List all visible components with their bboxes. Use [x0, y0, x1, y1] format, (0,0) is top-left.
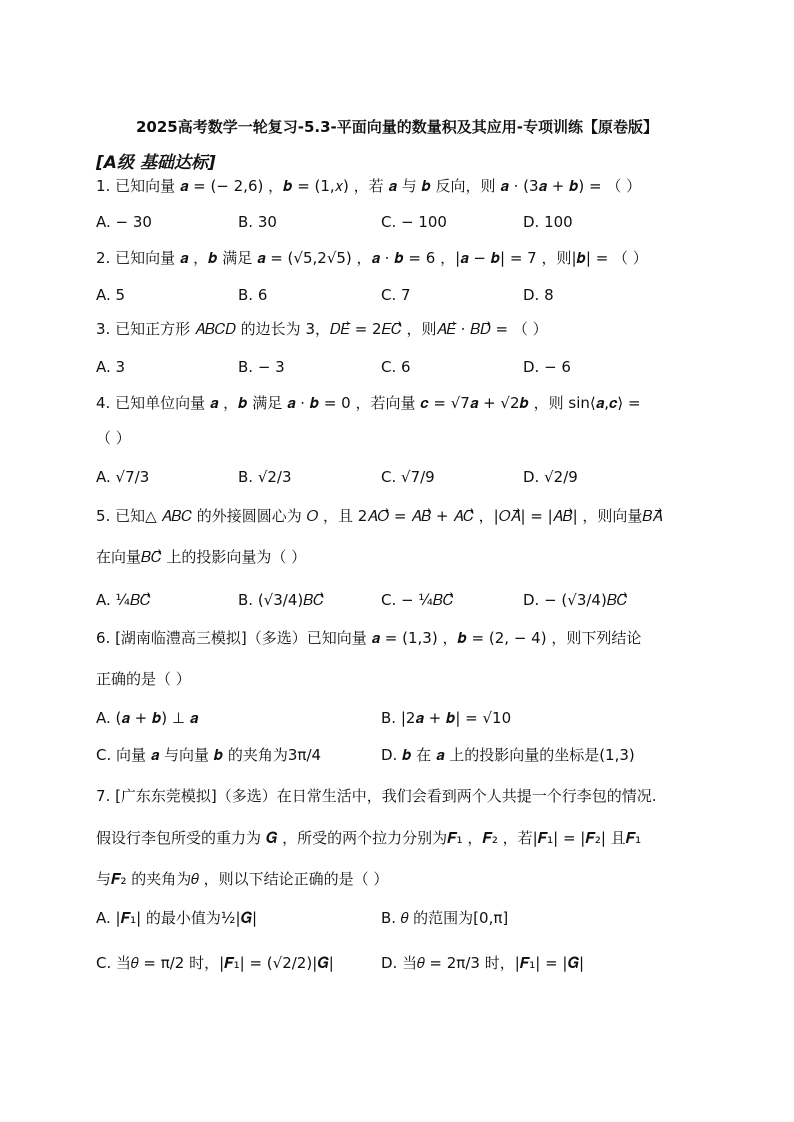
q4-option-a: A. √7/3: [96, 468, 150, 486]
question-5-stem: 5. 已知△ 𝐴𝐵𝐶 的外接圆圆心为 𝑂 ，且 2𝐴𝑂⃗ = 𝐴𝐵⃗ + 𝐴𝐶⃗ ，|𝑂𝐴⃗| = |𝐴𝐵⃗| ，则向量𝐵𝐴⃗: [96, 507, 663, 525]
document-title: 2025高考数学一轮复习-5.3-平面向量的数量积及其应用-专项训练【原卷版】: [135, 118, 658, 136]
q7-option-d: D. 当𝜃 = 2π/3 时，|𝑭₁| = |𝑮|: [381, 954, 585, 972]
question-3-stem: 3. 已知正方形 𝐴𝐵𝐶𝐷 的边长为 3，𝐷𝐸⃗ = 2𝐸𝐶⃗ ，则𝐴𝐸⃗ ⋅ 𝐵𝐷⃗ = （ ）: [96, 320, 548, 338]
section-heading: [A级 基础达标]: [96, 153, 216, 173]
q7-option-b: B. 𝜃 的范围为[0,π]: [381, 909, 509, 927]
q2-option-d: D. 8: [523, 286, 554, 304]
q1-option-a: A. − 30: [96, 213, 152, 231]
q4-option-b: B. √2/3: [238, 468, 292, 486]
q5-option-c: C. − ¼𝐵𝐶⃗: [381, 591, 454, 609]
q4-option-c: C. √7/9: [381, 468, 435, 486]
q3-option-d: D. − 6: [523, 358, 571, 376]
question-4-stem-cont: （ ）: [96, 429, 131, 447]
q5-option-a: A. ¼𝐵𝐶⃗: [96, 591, 151, 609]
q3-option-b: B. − 3: [238, 358, 285, 376]
question-4-stem: 4. 已知单位向量 𝒂 ，𝒃 满足 𝒂 ⋅ 𝒃 = 0 ，若向量 𝒄 = √7𝒂 + √2𝒃 ，则 sin⟨𝒂,𝒄⟩ =: [96, 394, 641, 412]
q5-option-b: B. (√3/4)𝐵𝐶⃗: [238, 591, 324, 609]
q3-option-a: A. 3: [96, 358, 126, 376]
q7-option-a: A. |𝑭₁| 的最小值为½|𝑮|: [96, 909, 258, 927]
q4-option-d: D. √2/9: [523, 468, 578, 486]
q2-option-a: A. 5: [96, 286, 126, 304]
q1-option-d: D. 100: [523, 213, 573, 231]
question-2-stem: 2. 已知向量 𝒂 ，𝒃 满足 𝒂 = (√5,2√5) ，𝒂 ⋅ 𝒃 = 6 ，|𝒂 − 𝒃| = 7 ，则|𝒃| = （ ）: [96, 249, 648, 267]
q1-option-c: C. − 100: [381, 213, 447, 231]
q2-option-b: B. 6: [238, 286, 268, 304]
q7-option-c: C. 当𝜃 = π/2 时，|𝑭₁| = (√2/2)|𝑮|: [96, 954, 334, 972]
question-1-stem: 1. 已知向量 𝒂 = (− 2,6) ，𝒃 = (1,𝑥) ，若 𝒂 与 𝒃 反向，则 𝒂 ⋅ (3𝒂 + 𝒃) = （ ）: [96, 177, 642, 195]
q6-option-c: C. 向量 𝒂 与向量 𝒃 的夹角为3π/4: [96, 746, 322, 764]
q6-option-d: D. 𝒃 在 𝒂 上的投影向量的坐标是(1,3): [381, 746, 635, 764]
q2-option-c: C. 7: [381, 286, 411, 304]
q1-option-b: B. 30: [238, 213, 277, 231]
question-6-stem-cont: 正确的是（ ）: [96, 670, 191, 688]
question-5-stem-cont: 在向量𝐵𝐶⃗ 上的投影向量为（ ）: [96, 548, 307, 566]
question-7-stem-cont-1: 假设行李包所受的重力为 𝑮 ，所受的两个拉力分别为𝑭₁ ，𝑭₂ ，若|𝑭₁| = |𝑭₂| 且𝑭₁: [96, 829, 642, 847]
question-7-stem-cont-2: 与𝑭₂ 的夹角为𝜃 ，则以下结论正确的是（ ）: [96, 870, 389, 888]
q6-option-a: A. (𝒂 + 𝒃) ⊥ 𝒂: [96, 709, 199, 727]
q6-option-b: B. |2𝒂 + 𝒃| = √10: [381, 709, 512, 727]
q5-option-d: D. − (√3/4)𝐵𝐶⃗: [523, 591, 628, 609]
question-7-stem: 7. [广东东莞模拟]（多选）在日常生活中，我们会看到两个人共提一个行李包的情况.: [96, 787, 657, 805]
q3-option-c: C. 6: [381, 358, 411, 376]
question-6-stem: 6. [湖南临澧高三模拟]（多选）已知向量 𝒂 = (1,3) ，𝒃 = (2, − 4) ，则下列结论: [96, 629, 642, 647]
